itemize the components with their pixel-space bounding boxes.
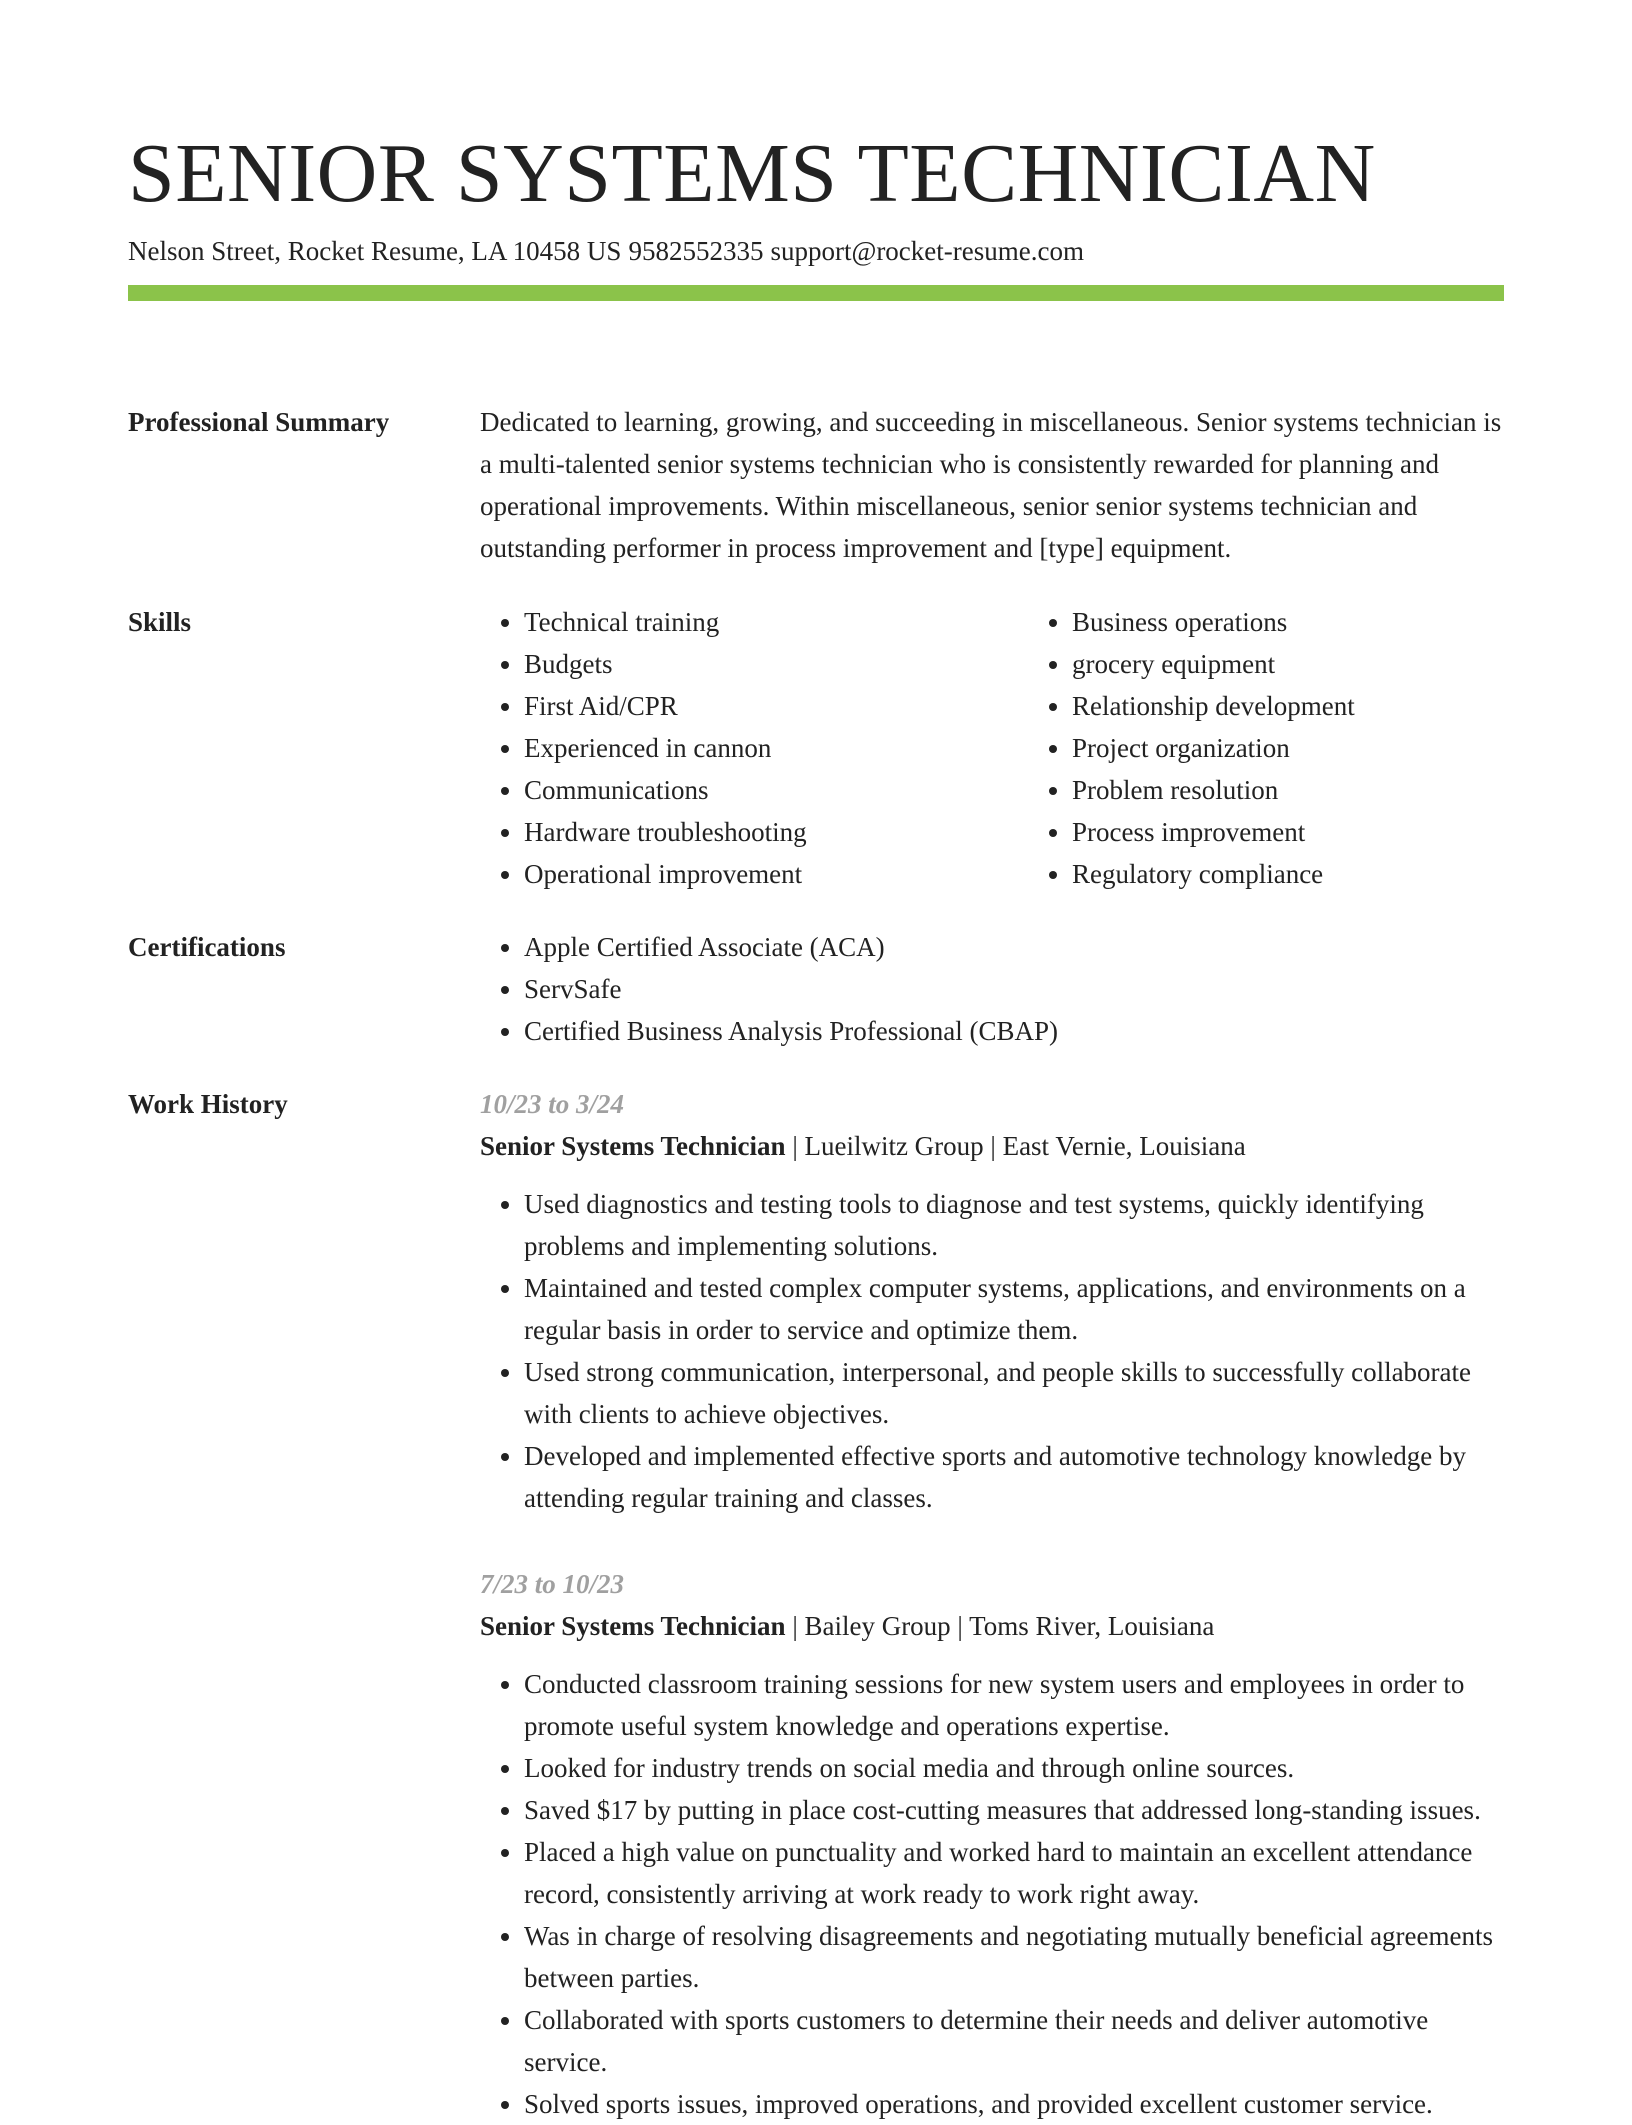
certification-item: • Certified Business Analysis Professional (CBAP) [524, 1010, 1504, 1052]
work-history-body [480, 1083, 1504, 2125]
certifications-section [128, 926, 1504, 1052]
certification-item: • Apple Certified Associate (ACA) [524, 926, 1504, 968]
job-company-location: | Lueilwitz Group | East Vernie, Louisiana [785, 1131, 1246, 1161]
job-bullet: • Maintained and tested complex computer systems, applications, and environments on a regular basis in order to service and optimize them. [524, 1267, 1504, 1351]
job-bullet: • Used strong communication, interpersonal, and people skills to successfully collaborate with clients to achieve objectives. [524, 1351, 1504, 1435]
job-bullet: • Saved $17 by putting in place cost-cutting measures that addressed long-standing issues. [524, 1789, 1504, 1831]
work-history-section [128, 1083, 1504, 2125]
contact-address: Nelson Street, Rocket Resume, LA 10458 US [128, 236, 622, 266]
certifications-body [480, 926, 1504, 1052]
job-bullet: • Developed and implemented effective sports and automotive technology knowledge by attending regular training and classes. [524, 1435, 1504, 1519]
skill-item: • Problem resolution [1072, 769, 1576, 811]
job-bullets [480, 1183, 1504, 1519]
skill-item: • Operational improvement [524, 853, 1028, 895]
candidate-name: SENIOR SYSTEMS TECHNICIAN [128, 127, 1376, 220]
contact-email: support@rocket-resume.com [770, 236, 1084, 266]
job-entry [480, 1083, 1504, 1519]
job-dates: 10/23 to 3/24 [480, 1089, 625, 1119]
skill-item: • Process improvement [1072, 811, 1576, 853]
skills-columns [480, 601, 1576, 895]
job-header [480, 1125, 1504, 1167]
skills-heading: Skills [128, 607, 192, 637]
contact-line [128, 234, 1504, 268]
skill-item: • Regulatory compliance [1072, 853, 1576, 895]
certifications-heading: Certifications [128, 932, 286, 962]
job-bullet: • Conducted classroom training sessions for new system users and employees in order to promote useful system knowledge and operations expertise. [524, 1663, 1504, 1747]
job-dates: 7/23 to 10/23 [480, 1569, 625, 1599]
skill-item: • First Aid/CPR [524, 685, 1028, 727]
certifications-list [480, 926, 1504, 1052]
job-bullet: • Was in charge of resolving disagreements and negotiating mutually beneficial agreements between parties. [524, 1915, 1504, 1999]
summary-text: Dedicated to learning, growing, and succeeding in miscellaneous. Senior systems technician is a multi-talented senior systems technician who is consistently rewarded for planning and operational improvements. Within miscellaneous, senior senior systems technician and outstanding performer in process improvement and [type] equipment. [480, 407, 1502, 563]
job-bullet: • Solved sports issues, improved operations, and provided excellent customer service. [524, 2083, 1504, 2125]
skill-item: • Business operations [1072, 601, 1576, 643]
resume-page [128, 126, 1504, 2125]
job-title: Senior Systems Technician [480, 1131, 786, 1161]
skills-list-left [480, 601, 1028, 895]
skill-item: • grocery equipment [1072, 643, 1576, 685]
job-bullet: • Collaborated with sports customers to determine their needs and deliver automotive service. [524, 1999, 1504, 2083]
summary-heading: Professional Summary [128, 407, 390, 437]
skill-item: • Communications [524, 769, 1028, 811]
skill-item: • Budgets [524, 643, 1028, 685]
job-bullets [480, 1663, 1504, 2125]
job-bullet: • Looked for industry trends on social media and through online sources. [524, 1747, 1504, 1789]
summary-section [128, 401, 1504, 569]
job-entry [480, 1563, 1504, 2125]
job-bullet: • Used diagnostics and testing tools to diagnose and test systems, quickly identifying problems and implementing solutions. [524, 1183, 1504, 1267]
skills-section [128, 601, 1504, 895]
header-divider [128, 285, 1504, 301]
work-history-heading: Work History [128, 1089, 288, 1119]
skill-item: • Hardware troubleshooting [524, 811, 1028, 853]
job-title: Senior Systems Technician [480, 1611, 786, 1641]
job-bullet: • Placed a high value on punctuality and worked hard to maintain an excellent attendance record, consistently arriving at work ready to work right away. [524, 1831, 1504, 1915]
skill-item: • Relationship development [1072, 685, 1576, 727]
skills-list-right [1028, 601, 1576, 895]
job-company-location: | Bailey Group | Toms River, Louisiana [785, 1611, 1215, 1641]
summary-body [480, 401, 1504, 569]
skill-item: • Technical training [524, 601, 1028, 643]
certification-item: • ServSafe [524, 968, 1504, 1010]
skill-item: • Project organization [1072, 727, 1576, 769]
job-header [480, 1605, 1504, 1647]
contact-phone: 9582552335 [628, 236, 764, 266]
skill-item: • Experienced in cannon [524, 727, 1028, 769]
